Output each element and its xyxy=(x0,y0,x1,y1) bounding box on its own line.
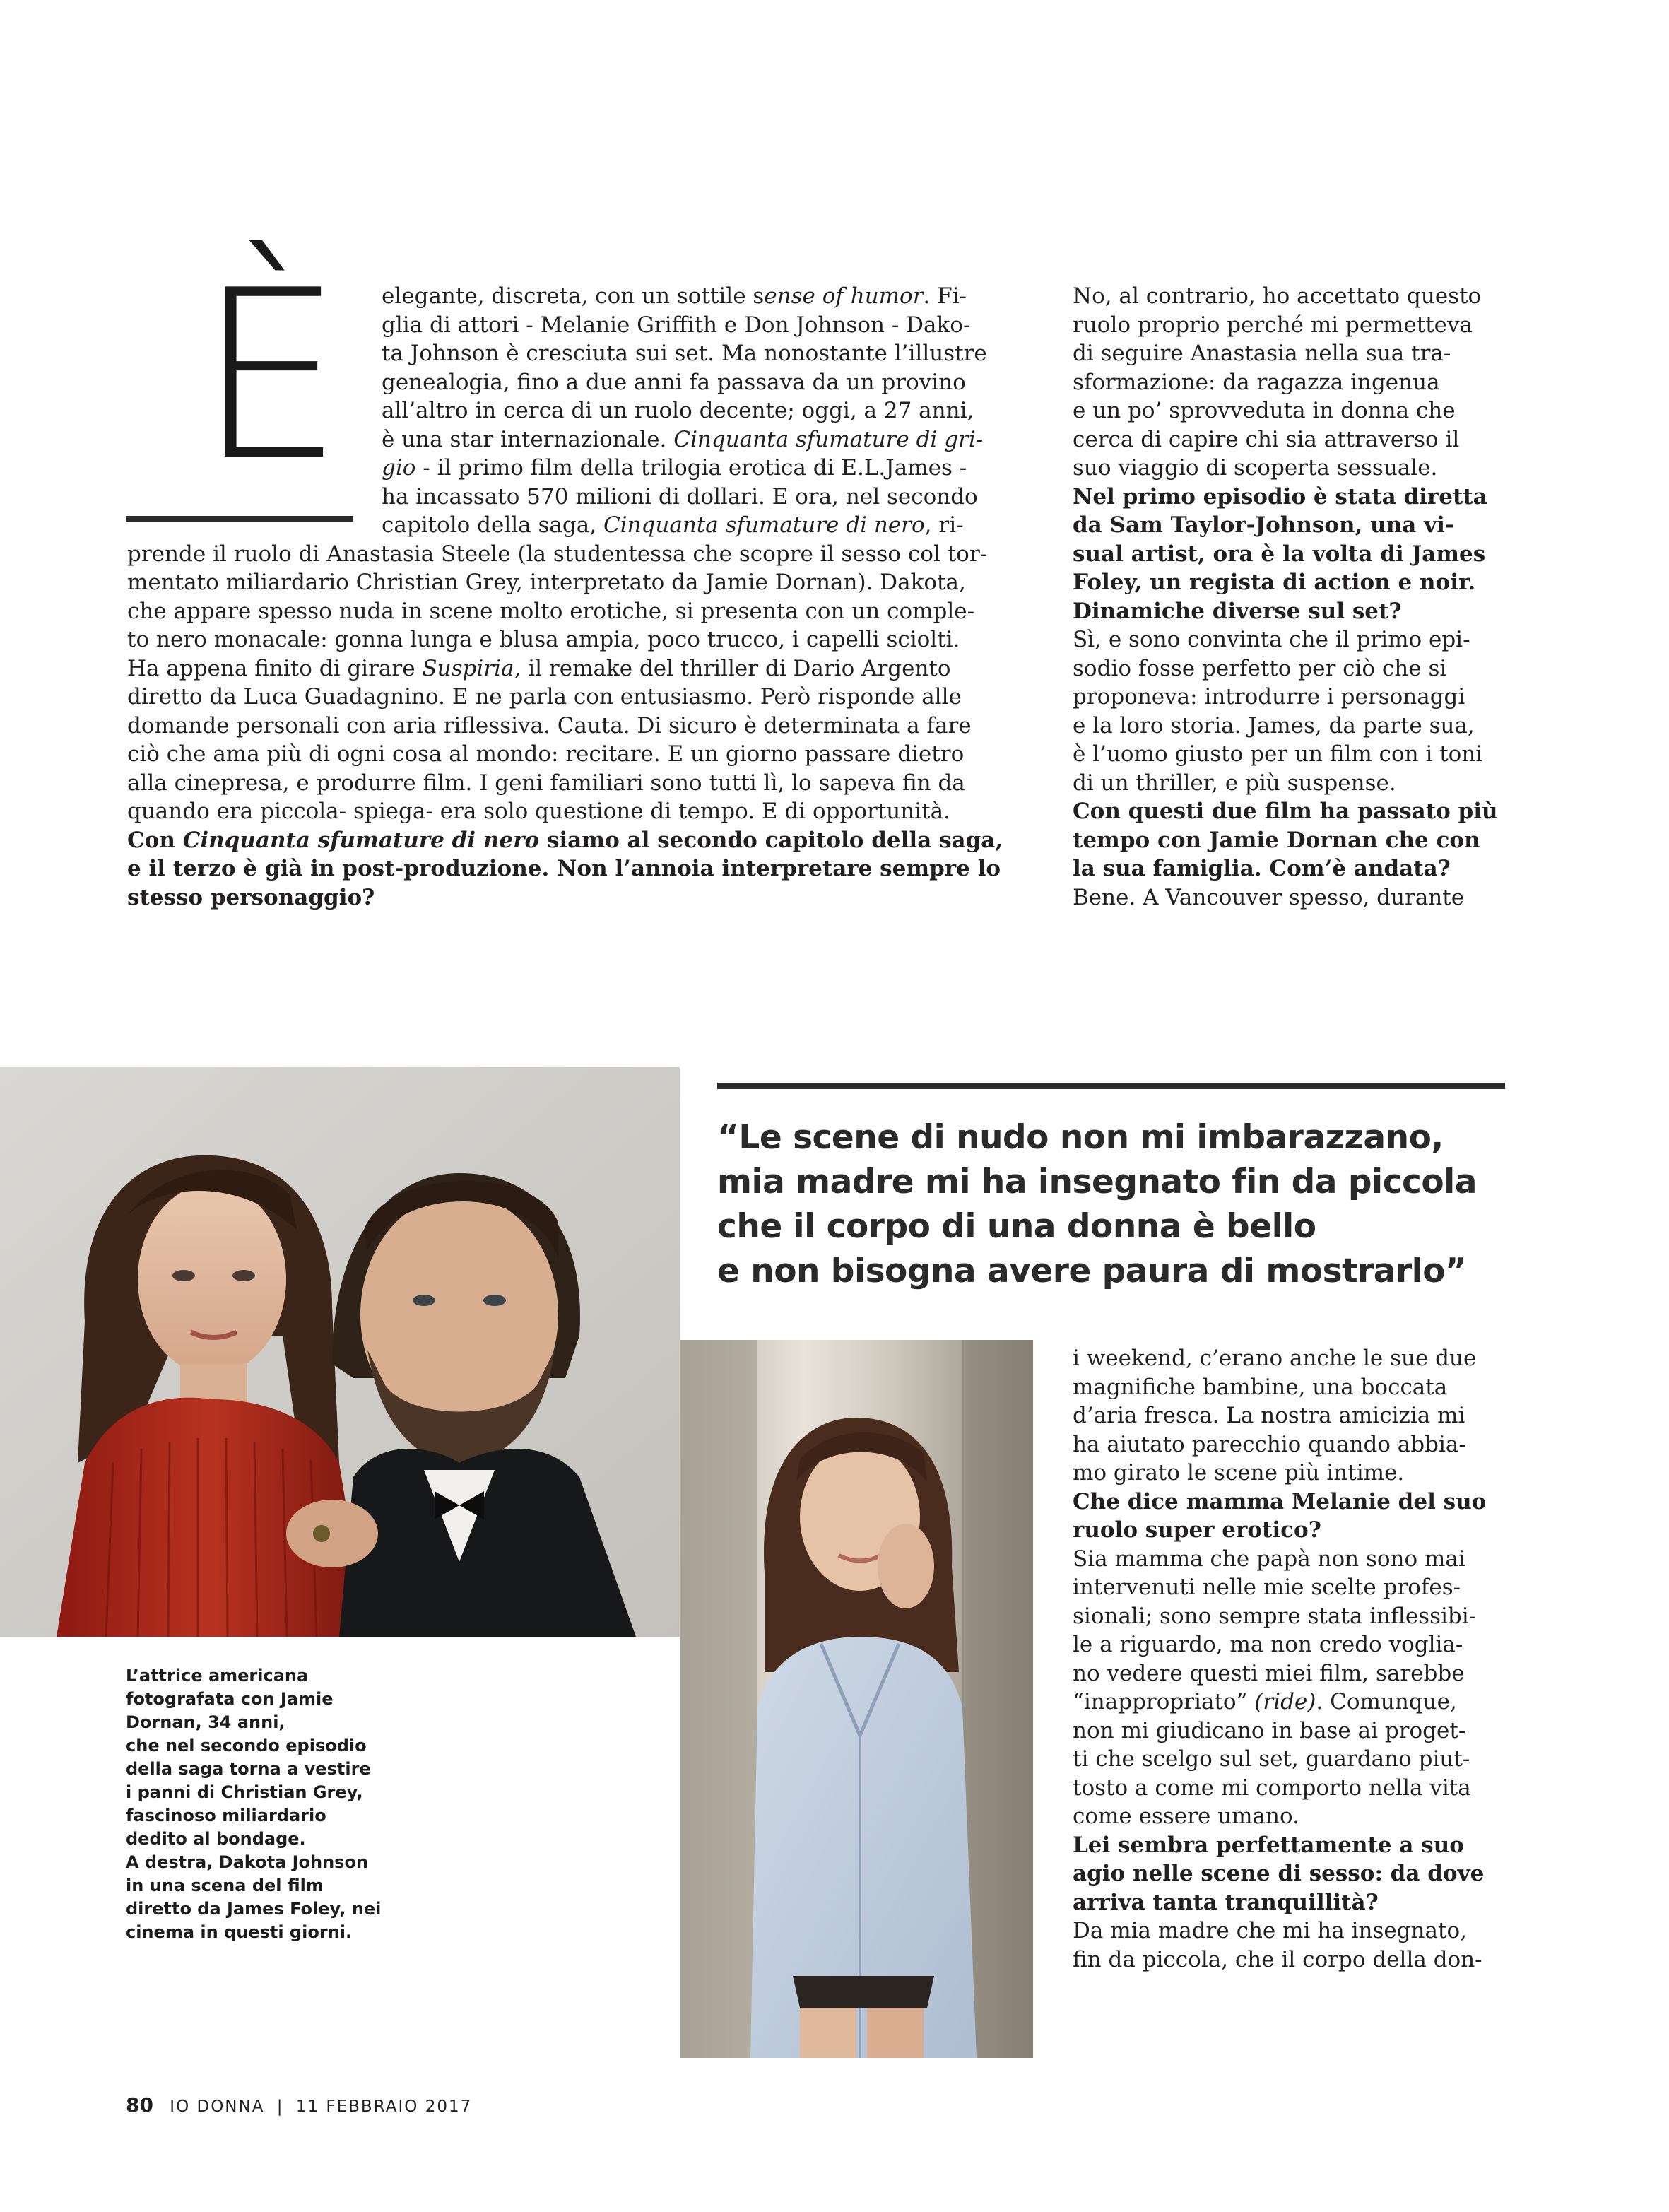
text-run: siamo al secondo capitolo della saga, xyxy=(539,827,1003,853)
text-run: è l’uomo giusto per un film con i toni xyxy=(1073,741,1483,767)
text-line xyxy=(1073,568,1518,597)
text-run: all’altro in cerca di un ruolo decente; oggi, a 27 anni, xyxy=(382,398,974,423)
text-run: sual artist, ora è la volta di James xyxy=(1073,541,1486,567)
caption-line: i panni di Christian Grey, xyxy=(126,1782,363,1802)
text-line xyxy=(1073,1630,1518,1659)
text-run: come essere umano. xyxy=(1073,1804,1299,1829)
text-line xyxy=(1073,597,1518,626)
text-line xyxy=(1073,425,1518,454)
text-run: elegante, discreta, con un sottile s xyxy=(382,283,765,309)
text-run: sformazione: da ragazza ingenua xyxy=(1073,369,1440,395)
text-line xyxy=(1073,769,1518,798)
issue-date: 11 FEBBRAIO 2017 xyxy=(295,2098,473,2116)
text-line xyxy=(1073,1401,1518,1430)
text-run: è una star internazionale. xyxy=(382,426,674,452)
text-run: Ha appena finito di girare xyxy=(127,655,423,681)
text-line xyxy=(127,396,1025,425)
text-run: d’aria fresca. La nostra amicizia mi xyxy=(1073,1403,1465,1428)
text-line xyxy=(1073,1459,1518,1488)
text-line xyxy=(1073,282,1518,311)
text-run: Sia mamma che papà non sono mai xyxy=(1073,1546,1465,1572)
text-run: ti che scelgo sul set, guardano piut- xyxy=(1073,1746,1470,1772)
text-line xyxy=(1073,1373,1518,1402)
pull-quote xyxy=(717,1115,1477,1293)
text-line xyxy=(1073,1545,1518,1574)
text-run: Con xyxy=(127,827,183,853)
text-line xyxy=(127,597,1025,626)
text-run: to nero monacale: gonna lunga e blusa ampia, poco trucco, i capelli sciolti. xyxy=(127,627,960,652)
text-run: da Sam Taylor-Johnson, una vi- xyxy=(1073,512,1454,538)
text-run: Cinquanta sfumature di nero xyxy=(603,512,925,538)
text-run: e un po’ sprovveduta in donna che xyxy=(1073,398,1456,423)
photo-caption xyxy=(126,1664,381,1944)
text-run: i weekend, c’erano anche le sue due xyxy=(1073,1346,1477,1371)
text-line xyxy=(1073,712,1518,741)
text-run: - il primo film della trilogia erotica di E.L.James - xyxy=(415,455,967,481)
text-run: fin da piccola, che il corpo della don- xyxy=(1073,1946,1482,1972)
text-line xyxy=(127,454,1025,483)
text-run: tosto a come mi comporto nella vita xyxy=(1073,1775,1471,1801)
pull-quote-line: “Le scene di nudo non mi imbarazzano, xyxy=(717,1118,1444,1157)
text-run: cerca di capire chi sia attraverso il xyxy=(1073,426,1460,452)
text-run: e la loro storia. James, da parte sua, xyxy=(1073,712,1475,739)
text-line xyxy=(1073,1602,1518,1631)
text-run: (ride) xyxy=(1254,1689,1316,1714)
text-run: ruolo proprio perché mi permetteva xyxy=(1073,312,1473,338)
text-run: genealogia, fino a due anni fa passava da un provino xyxy=(382,369,966,395)
text-run: ense of humor xyxy=(764,283,924,309)
magazine-name: IO DONNA xyxy=(170,2098,265,2116)
text-line xyxy=(127,883,1025,912)
text-run: stesso personaggio? xyxy=(127,884,375,910)
text-run: mo girato le scene più intime. xyxy=(1073,1460,1405,1486)
caption-line: A destra, Dakota Johnson xyxy=(126,1852,369,1872)
text-line xyxy=(1073,1430,1518,1459)
text-run: ciò che ama più di ogni cosa al mondo: recitare. E un giorno passare dietro xyxy=(127,741,965,767)
text-run: ha aiutato parecchio quando abbia- xyxy=(1073,1431,1466,1457)
photo-dakota-johnson xyxy=(680,1340,1033,2058)
text-run: Foley, un regista di action e noir. xyxy=(1073,570,1476,595)
text-line xyxy=(1073,854,1518,883)
text-run: Sì, e sono convinta che il primo epi- xyxy=(1073,627,1470,652)
text-line xyxy=(1073,1859,1518,1888)
text-run: di seguire Anastasia nella sua tra- xyxy=(1073,341,1451,366)
text-run: prende il ruolo di Anastasia Steele (la studentessa che scopre il sesso col tor- xyxy=(127,541,988,567)
text-line xyxy=(1073,1516,1518,1545)
pullquote-rule xyxy=(717,1083,1505,1089)
footer-separator: | xyxy=(276,2098,284,2116)
text-run: non mi giudicano in base ai proget- xyxy=(1073,1717,1466,1743)
text-run: domande personali con aria riflessiva. Cauta. Di sicuro è determinata a fare xyxy=(127,712,972,739)
text-run: intervenuti nelle mie scelte profes- xyxy=(1073,1575,1461,1600)
text-run: Bene. A Vancouver spesso, durante xyxy=(1073,884,1465,910)
pull-quote-line: mia madre mi ha insegnato fin da piccola xyxy=(717,1163,1477,1201)
caption-line: in una scena del film xyxy=(126,1876,324,1895)
text-line xyxy=(1073,797,1518,826)
text-line xyxy=(1073,396,1518,425)
text-run: Suspiria xyxy=(422,655,514,681)
text-line xyxy=(1073,1745,1518,1774)
text-line xyxy=(1073,826,1518,855)
text-line xyxy=(1073,1573,1518,1602)
text-run: no vedere questi miei film, sarebbe xyxy=(1073,1660,1465,1686)
text-run: arriva tanta tranquillità? xyxy=(1073,1889,1379,1915)
text-line xyxy=(127,282,1025,311)
text-line xyxy=(127,712,1025,741)
text-run: gio xyxy=(382,455,416,481)
caption-line: Dornan, 34 anni, xyxy=(126,1712,285,1732)
text-line xyxy=(1073,511,1518,540)
text-run: le a riguardo, ma non credo voglia- xyxy=(1073,1632,1463,1657)
caption-line: cinema in questi giorni. xyxy=(126,1922,353,1942)
text-line xyxy=(127,654,1025,683)
text-line xyxy=(127,854,1025,883)
photo-couple xyxy=(0,1067,680,1637)
text-run: “inappropriato” xyxy=(1073,1689,1255,1714)
text-line xyxy=(127,740,1025,769)
text-run: ruolo super erotico? xyxy=(1073,1517,1321,1543)
text-line xyxy=(1073,483,1518,512)
text-run: suo viaggio di scoperta sessuale. xyxy=(1073,455,1438,481)
text-run: di un thriller, e più suspense. xyxy=(1073,770,1396,796)
text-line xyxy=(127,625,1025,654)
text-run: alla cinepresa, e produrre film. I geni familiari sono tutti lì, lo sapeva fin da xyxy=(127,770,965,796)
text-line xyxy=(1073,1344,1518,1373)
text-line xyxy=(127,311,1025,340)
text-run: quando era piccola- spiega- era solo questione di tempo. E di opportunità. xyxy=(127,799,950,824)
text-run: capitolo della saga, xyxy=(382,512,603,538)
interview-column-lower xyxy=(1073,1344,1518,1974)
text-line xyxy=(1073,1488,1518,1517)
text-line xyxy=(1073,654,1518,683)
text-run: ta Johnson è cresciuta sui set. Ma nonostante l’illustre xyxy=(382,341,987,366)
text-run: , il remake del thriller di Dario Argento xyxy=(514,655,951,681)
text-line xyxy=(127,368,1025,397)
text-run: mentato miliardario Christian Grey, interpretato da Jamie Dornan). Dakota, xyxy=(127,570,966,595)
text-line xyxy=(1073,1802,1518,1831)
text-line xyxy=(127,511,1025,540)
text-run: Nel primo episodio è stata diretta xyxy=(1073,483,1487,510)
caption-line: fascinoso miliardario xyxy=(126,1806,326,1825)
pull-quote-line: che il corpo di una donna è bello xyxy=(717,1207,1316,1246)
text-line xyxy=(127,568,1025,597)
text-line xyxy=(1073,883,1518,912)
text-run: tempo con Jamie Dornan che con xyxy=(1073,827,1480,853)
text-line xyxy=(127,797,1025,826)
text-line xyxy=(1073,1688,1518,1717)
text-run: che appare spesso nuda in scene molto erotiche, si presenta con un comple- xyxy=(127,598,975,624)
text-run: Dinamiche diverse sul set? xyxy=(1073,598,1402,624)
text-run: Che dice mamma Melanie del suo xyxy=(1073,1488,1487,1514)
text-line xyxy=(127,683,1025,712)
text-run: agio nelle scene di sesso: da dove xyxy=(1073,1861,1485,1886)
text-run: . Fi- xyxy=(923,283,967,309)
caption-line: L’attrice americana xyxy=(126,1666,309,1686)
text-line xyxy=(1073,339,1518,368)
text-line xyxy=(127,339,1025,368)
text-line xyxy=(1073,311,1518,340)
page-number: 80 xyxy=(126,2093,153,2117)
text-line xyxy=(127,540,1025,569)
text-line xyxy=(1073,683,1518,712)
text-line xyxy=(1073,740,1518,769)
text-run: Cinquanta sfumature di nero xyxy=(182,827,540,853)
text-run: proponeva: introdurre i personaggi xyxy=(1073,684,1465,710)
text-run: Lei sembra perfettamente a suo xyxy=(1073,1832,1464,1858)
text-run: Cinquanta sfumature di gri- xyxy=(673,426,984,452)
text-run: Con questi due film ha passato più xyxy=(1073,799,1498,824)
text-run: Da mia madre che mi ha insegnato, xyxy=(1073,1918,1467,1943)
text-run: e il terzo è già in post-produzione. Non l’annoia interpretare sempre lo xyxy=(127,856,1001,881)
text-run: sionali; sono sempre stata inflessibi- xyxy=(1073,1603,1477,1629)
text-line xyxy=(1073,1831,1518,1860)
text-run: glia di attori - Melanie Griffith e Don Johnson - Dako- xyxy=(382,312,971,338)
text-line xyxy=(1073,1774,1518,1803)
text-line xyxy=(1073,1659,1518,1688)
caption-line: diretto da James Foley, nei xyxy=(126,1899,382,1919)
caption-line: dedito al bondage. xyxy=(126,1829,306,1849)
text-run: magnifiche bambine, una boccata xyxy=(1073,1374,1448,1400)
text-line xyxy=(127,769,1025,798)
text-line xyxy=(1073,625,1518,654)
text-run: , ri- xyxy=(924,512,964,538)
text-run: la sua famiglia. Com’è andata? xyxy=(1073,856,1451,881)
text-line xyxy=(1073,454,1518,483)
text-line xyxy=(127,483,1025,512)
page-footer xyxy=(126,2093,472,2117)
text-line xyxy=(1073,1888,1518,1917)
text-run: No, al contrario, ho accettato questo xyxy=(1073,283,1482,309)
drop-cap: È xyxy=(196,240,344,512)
caption-line: della saga torna a vestire xyxy=(126,1759,371,1779)
text-line xyxy=(1073,368,1518,397)
text-run: sodio fosse perfetto per ciò che si xyxy=(1073,655,1447,681)
text-run: . Comunque, xyxy=(1316,1689,1457,1714)
text-line xyxy=(1073,1717,1518,1746)
text-line xyxy=(1073,1917,1518,1946)
article-intro-column xyxy=(127,282,1025,912)
interview-column-right xyxy=(1073,282,1518,912)
caption-line: fotografata con Jamie xyxy=(126,1689,334,1709)
text-run: ha incassato 570 milioni di dollari. E ora, nel secondo xyxy=(382,483,978,510)
text-line xyxy=(127,826,1025,855)
text-run: diretto da Luca Guadagnino. E ne parla con entusiasmo. Però risponde alle xyxy=(127,684,962,710)
text-line xyxy=(127,425,1025,454)
pull-quote-line: e non bisogna avere paura di mostrarlo” xyxy=(717,1252,1467,1290)
text-line xyxy=(1073,1946,1518,1975)
caption-line: che nel secondo episodio xyxy=(126,1736,367,1755)
text-line xyxy=(1073,540,1518,569)
